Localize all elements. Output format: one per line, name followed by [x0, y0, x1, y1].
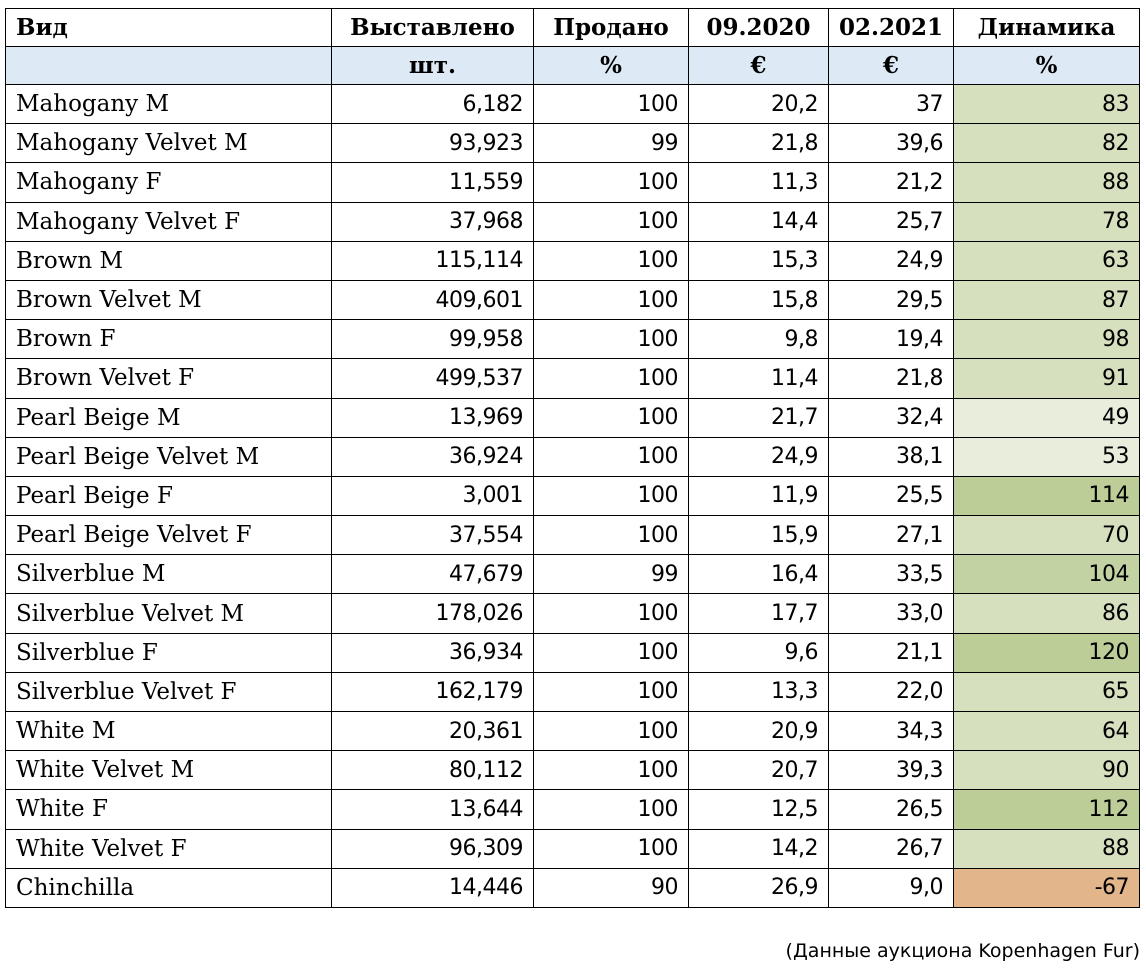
cell-sold: 100 [534, 633, 689, 672]
unit-offered: шт. [332, 47, 534, 85]
table-row [6, 790, 1140, 829]
cell-offered: 14,446 [332, 868, 534, 907]
cell-price-2020: 15,8 [689, 280, 829, 319]
unit-dynamics: % [954, 47, 1140, 85]
header-dynamics: Динамика [954, 9, 1140, 47]
cell-dynamics: 120 [954, 633, 1140, 672]
cell-price-2020: 12,5 [689, 790, 829, 829]
cell-dynamics: 70 [954, 516, 1140, 555]
cell-kind: White F [6, 790, 332, 829]
cell-dynamics: 78 [954, 202, 1140, 241]
cell-price-2020: 17,7 [689, 594, 829, 633]
table-row [6, 398, 1140, 437]
cell-kind: Mahogany F [6, 163, 332, 202]
cell-price-2020: 21,8 [689, 124, 829, 163]
cell-offered: 115,114 [332, 241, 534, 280]
cell-sold: 100 [534, 712, 689, 751]
cell-price-2020: 11,4 [689, 359, 829, 398]
cell-dynamics: 83 [954, 85, 1140, 124]
cell-kind: Mahogany Velvet M [6, 124, 332, 163]
cell-price-2021: 19,4 [829, 320, 954, 359]
cell-dynamics: 114 [954, 476, 1140, 515]
cell-sold: 100 [534, 241, 689, 280]
cell-kind: Pearl Beige Velvet M [6, 437, 332, 476]
table-row [6, 124, 1140, 163]
unit-sold: % [534, 47, 689, 85]
table-row [6, 868, 1140, 907]
cell-price-2021: 32,4 [829, 398, 954, 437]
cell-price-2020: 20,2 [689, 85, 829, 124]
cell-price-2020: 13,3 [689, 672, 829, 711]
cell-offered: 36,934 [332, 633, 534, 672]
cell-sold: 100 [534, 594, 689, 633]
cell-dynamics: 53 [954, 437, 1140, 476]
cell-dynamics: 49 [954, 398, 1140, 437]
table-row [6, 751, 1140, 790]
cell-price-2021: 27,1 [829, 516, 954, 555]
table-row [6, 594, 1140, 633]
cell-kind: Mahogany M [6, 85, 332, 124]
cell-kind: Pearl Beige Velvet F [6, 516, 332, 555]
cell-price-2021: 21,1 [829, 633, 954, 672]
cell-offered: 499,537 [332, 359, 534, 398]
cell-offered: 11,559 [332, 163, 534, 202]
cell-kind: Brown M [6, 241, 332, 280]
cell-offered: 36,924 [332, 437, 534, 476]
header-price-2021: 02.2021 [829, 9, 954, 47]
cell-dynamics: 112 [954, 790, 1140, 829]
cell-dynamics: 98 [954, 320, 1140, 359]
cell-sold: 100 [534, 85, 689, 124]
table-row [6, 280, 1140, 319]
cell-sold: 100 [534, 790, 689, 829]
cell-sold: 100 [534, 398, 689, 437]
cell-offered: 47,679 [332, 555, 534, 594]
cell-price-2020: 14,2 [689, 829, 829, 868]
cell-kind: White Velvet F [6, 829, 332, 868]
cell-price-2021: 38,1 [829, 437, 954, 476]
cell-kind: Silverblue Velvet F [6, 672, 332, 711]
cell-price-2021: 34,3 [829, 712, 954, 751]
cell-kind: Brown F [6, 320, 332, 359]
cell-offered: 178,026 [332, 594, 534, 633]
cell-sold: 90 [534, 868, 689, 907]
cell-price-2021: 26,5 [829, 790, 954, 829]
cell-dynamics: 90 [954, 751, 1140, 790]
cell-dynamics: 104 [954, 555, 1140, 594]
table-row [6, 241, 1140, 280]
table-row [6, 85, 1140, 124]
cell-offered: 37,554 [332, 516, 534, 555]
cell-offered: 20,361 [332, 712, 534, 751]
table-row [6, 829, 1140, 868]
units-row [6, 47, 1140, 85]
cell-dynamics: 86 [954, 594, 1140, 633]
table-row [6, 437, 1140, 476]
cell-kind: Silverblue F [6, 633, 332, 672]
cell-kind: Brown Velvet M [6, 280, 332, 319]
cell-sold: 100 [534, 672, 689, 711]
cell-price-2020: 20,9 [689, 712, 829, 751]
cell-price-2021: 39,6 [829, 124, 954, 163]
cell-price-2020: 15,9 [689, 516, 829, 555]
source-note: (Данные аукциона Kopenhagen Fur) [785, 940, 1140, 962]
cell-price-2021: 25,5 [829, 476, 954, 515]
cell-dynamics: 87 [954, 280, 1140, 319]
cell-kind: Brown Velvet F [6, 359, 332, 398]
cell-dynamics: 82 [954, 124, 1140, 163]
header-sold: Продано [534, 9, 689, 47]
cell-sold: 99 [534, 124, 689, 163]
cell-offered: 409,601 [332, 280, 534, 319]
cell-sold: 100 [534, 476, 689, 515]
cell-price-2020: 11,9 [689, 476, 829, 515]
cell-price-2020: 16,4 [689, 555, 829, 594]
cell-price-2020: 24,9 [689, 437, 829, 476]
cell-price-2020: 20,7 [689, 751, 829, 790]
cell-dynamics: 88 [954, 163, 1140, 202]
cell-price-2021: 29,5 [829, 280, 954, 319]
cell-offered: 3,001 [332, 476, 534, 515]
unit-price-2020: € [689, 47, 829, 85]
cell-kind: Pearl Beige F [6, 476, 332, 515]
cell-price-2020: 14,4 [689, 202, 829, 241]
cell-offered: 162,179 [332, 672, 534, 711]
cell-price-2021: 21,8 [829, 359, 954, 398]
cell-sold: 100 [534, 163, 689, 202]
table-row [6, 555, 1140, 594]
cell-offered: 13,644 [332, 790, 534, 829]
cell-price-2021: 22,0 [829, 672, 954, 711]
header-price-2020: 09.2020 [689, 9, 829, 47]
cell-dynamics: 88 [954, 829, 1140, 868]
table-row [6, 712, 1140, 751]
cell-price-2021: 21,2 [829, 163, 954, 202]
cell-sold: 100 [534, 516, 689, 555]
fur-price-table-container [5, 8, 1140, 908]
table-row [6, 320, 1140, 359]
header-row [6, 9, 1140, 47]
cell-offered: 6,182 [332, 85, 534, 124]
cell-dynamics: 63 [954, 241, 1140, 280]
cell-sold: 99 [534, 555, 689, 594]
cell-offered: 80,112 [332, 751, 534, 790]
cell-sold: 100 [534, 320, 689, 359]
cell-sold: 100 [534, 437, 689, 476]
cell-price-2020: 9,6 [689, 633, 829, 672]
cell-kind: Silverblue Velvet M [6, 594, 332, 633]
cell-price-2020: 9,8 [689, 320, 829, 359]
table-body [6, 85, 1140, 908]
cell-kind: Silverblue M [6, 555, 332, 594]
cell-price-2021: 9,0 [829, 868, 954, 907]
cell-price-2020: 26,9 [689, 868, 829, 907]
table-row [6, 163, 1140, 202]
cell-sold: 100 [534, 829, 689, 868]
cell-sold: 100 [534, 202, 689, 241]
cell-dynamics: 65 [954, 672, 1140, 711]
table-row [6, 516, 1140, 555]
unit-price-2021: € [829, 47, 954, 85]
cell-offered: 13,969 [332, 398, 534, 437]
cell-price-2021: 25,7 [829, 202, 954, 241]
table-row [6, 359, 1140, 398]
cell-price-2020: 21,7 [689, 398, 829, 437]
cell-price-2021: 33,0 [829, 594, 954, 633]
cell-sold: 100 [534, 359, 689, 398]
table-row [6, 476, 1140, 515]
header-offered: Выставлено [332, 9, 534, 47]
cell-price-2020: 15,3 [689, 241, 829, 280]
table-row [6, 672, 1140, 711]
fur-price-table [5, 8, 1140, 908]
cell-kind: White Velvet M [6, 751, 332, 790]
table-row [6, 633, 1140, 672]
cell-price-2021: 26,7 [829, 829, 954, 868]
cell-price-2021: 37 [829, 85, 954, 124]
cell-price-2020: 11,3 [689, 163, 829, 202]
cell-sold: 100 [534, 280, 689, 319]
cell-price-2021: 33,5 [829, 555, 954, 594]
cell-sold: 100 [534, 751, 689, 790]
cell-kind: Pearl Beige M [6, 398, 332, 437]
cell-kind: Mahogany Velvet F [6, 202, 332, 241]
cell-offered: 99,958 [332, 320, 534, 359]
cell-dynamics: -67 [954, 868, 1140, 907]
table-row [6, 202, 1140, 241]
cell-kind: Chinchilla [6, 868, 332, 907]
cell-offered: 96,309 [332, 829, 534, 868]
cell-price-2021: 24,9 [829, 241, 954, 280]
cell-offered: 37,968 [332, 202, 534, 241]
header-kind: Вид [6, 9, 332, 47]
cell-price-2021: 39,3 [829, 751, 954, 790]
cell-offered: 93,923 [332, 124, 534, 163]
cell-dynamics: 91 [954, 359, 1140, 398]
unit-kind [6, 47, 332, 85]
cell-dynamics: 64 [954, 712, 1140, 751]
cell-kind: White M [6, 712, 332, 751]
